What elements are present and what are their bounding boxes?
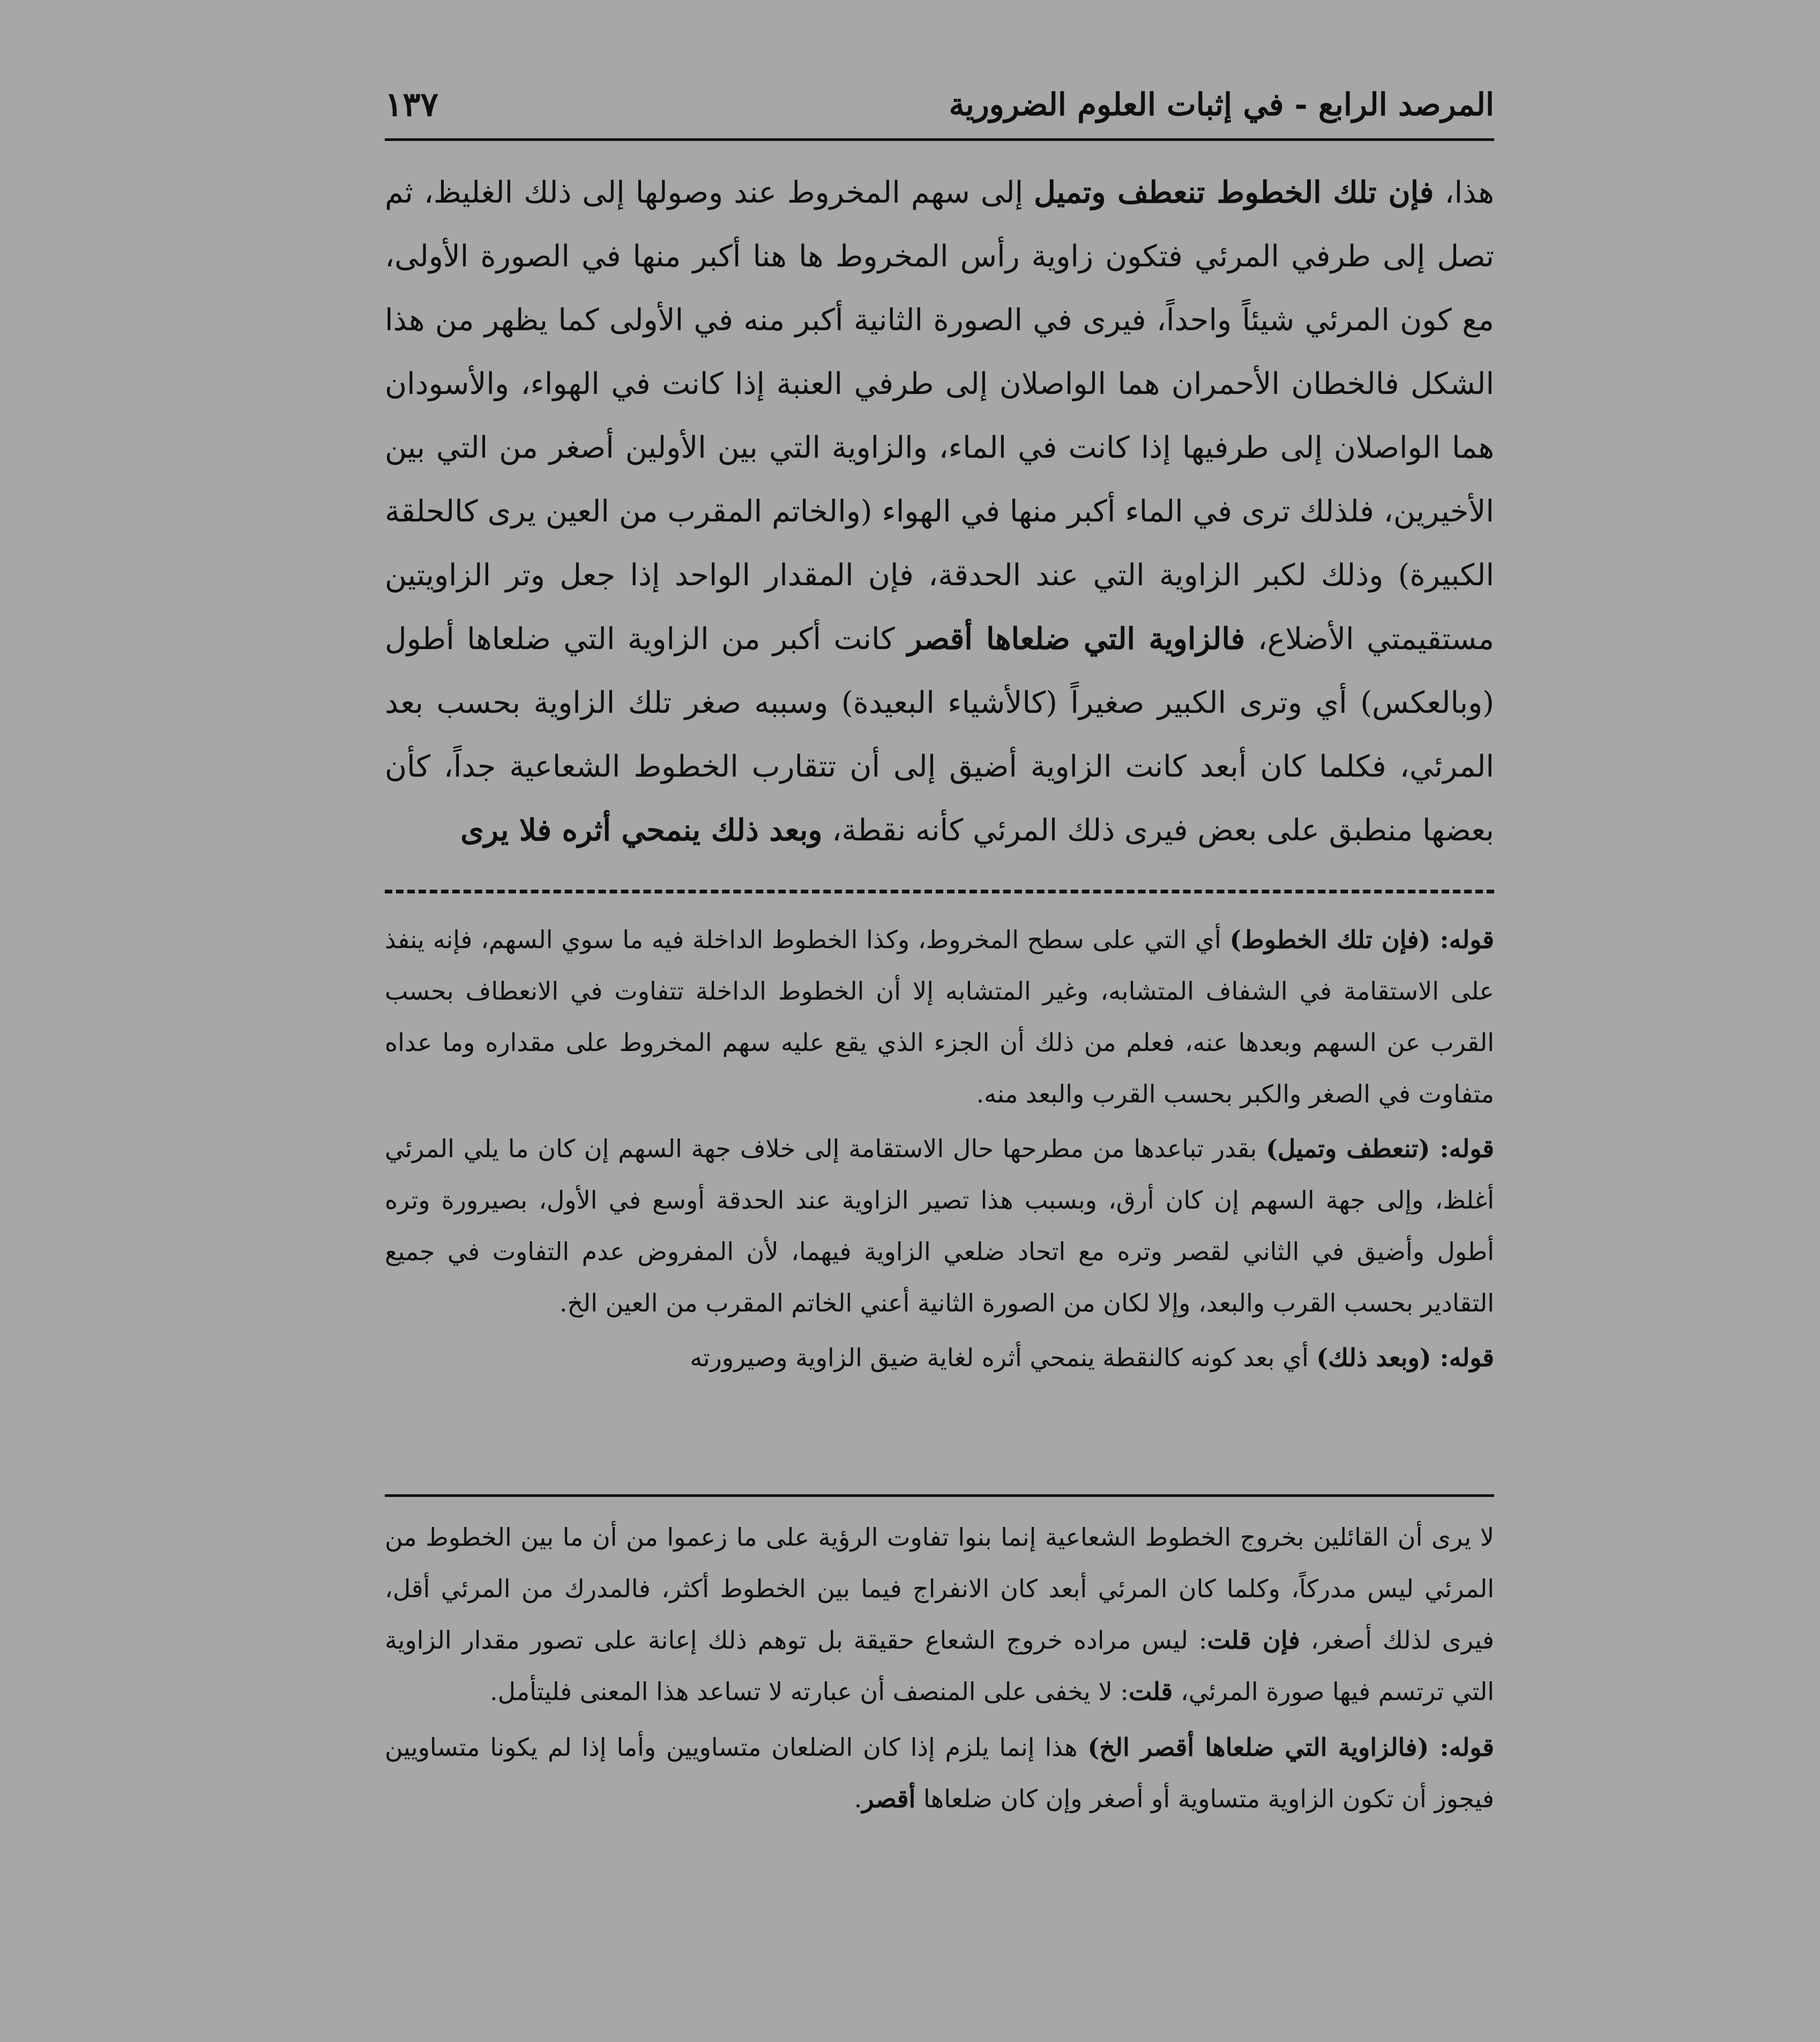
commentary-section xyxy=(385,914,1494,1387)
main-text-segment: كانت أكبر من الزاوية التي ضلعاها أطول (وبالعكس) أي وترى الكبير صغيراً (كالأشياء البعيدة) وسببه صغر تلك الزاوية بحسب بعد المرئي، فكلما كان أبعد كانت الزاوية أضيق إلى أن تتقارب الخطوط الشعاعية جداً، كأن بعضها منطبق على بعض فيرى ذلك المرئي كأنه نقطة، xyxy=(385,622,1494,848)
main-text-segment: إلى سهم المخروط عند وصولها إلى ذلك الغليظ، ثم تصل إلى طرفي المرئي فتكون زاوية رأس المخروط ها هنا أكبر منها في الصورة الأولى، مع كون المرئي شيئاً واحداً، فيرى في الصورة الثانية أكبر منه في الأولى كما يظهر من هذا الشكل فالخطان الأحمران هما الواصلان إلى طرفي العنبة إذا كانت في الهواء، والأسودان هما الواصلان إلى طرفيها إذا كانت في الماء، والزاوية التي بين الأولين أصغر من التي بين الأخيرين، فلذلك ترى في الماء أكبر منها في الهواء (والخاتم المقرب من العين يرى كالحلقة الكبيرة) وذلك لكبر الزاوية التي عند الحدقة، فإن المقدار الواحد إذا جعل وتر الزاويتين مستقيمتي الأضلاع، xyxy=(385,175,1494,657)
footnote-text: : ليس مراده خروج الشعاع حقيقة بل توهم ذلك إعانة على تصور مقدار الزاوية التي ترتسم فيها صورة المرئي، xyxy=(385,1626,1494,1706)
main-text xyxy=(385,161,1494,862)
footnote-text: لا يرى أن القائلين بخروج الخطوط الشعاعية إنما بنوا تفاوت الرؤية على ما زعموا من أن ما بين الخطوط من المرئي ليس مدركاً، وكلما كان المرئي أبعد كان الانفراج فيما بين الخطوط أكثر، فالمدرك من المرئي أقل، فيرى لذلك أصغر، xyxy=(385,1523,1495,1655)
main-text-segment: هذا، xyxy=(1434,175,1495,210)
commentary-lead: قوله: (فإن تلك الخطوط) xyxy=(1229,925,1494,954)
commentary-lead: قوله: (وبعد ذلك) xyxy=(1316,1343,1494,1372)
footnote-bold: قلت xyxy=(1128,1677,1173,1706)
footnote-text: . xyxy=(854,1784,862,1813)
page-header xyxy=(385,80,1494,139)
main-commentary-divider xyxy=(385,890,1494,893)
commentary-lead: قوله: (تنعطف وتميل) xyxy=(1266,1134,1494,1163)
footnote-paragraph xyxy=(385,1511,1494,1717)
footnote-text: : لا يخفى على المنصف أن عبارته لا تساعد هذا المعنى فليتأمل. xyxy=(490,1677,1129,1706)
main-text-bold-segment: وبعد ذلك ينمحي أثره فلا يرى xyxy=(460,813,823,848)
commentary-paragraph xyxy=(385,1332,1494,1383)
header-divider xyxy=(385,138,1494,141)
footnote-divider xyxy=(385,1494,1494,1497)
footnote-paragraph xyxy=(385,1721,1494,1824)
footnote-bold: فإن قلت xyxy=(1207,1626,1300,1655)
commentary-text: أي بعد كونه كالنقطة ينمحي أثره لغاية ضيق الزاوية وصيرورته xyxy=(690,1343,1317,1372)
main-text-bold-segment: فإن تلك الخطوط تنعطف وتميل xyxy=(1034,175,1434,210)
commentary-paragraph xyxy=(385,1123,1494,1329)
page-number: ١٣٧ xyxy=(385,85,438,124)
commentary-paragraph xyxy=(385,914,1494,1120)
footnote-bold: أقصر xyxy=(862,1784,916,1813)
main-text-bold-segment: فالزاوية التي ضلعاها أقصر xyxy=(907,621,1245,657)
chapter-title: المرصد الرابع - في إثبات العلوم الضرورية xyxy=(949,86,1494,123)
commentary-text: بقدر تباعدها من مطرحها حال الاستقامة إلى خلاف جهة السهم إن كان ما يلي المرئي أغلظ، وإلى جهة السهم إن كان أرق، وبسبب هذا تصير الزاوية عند الحدقة أوسع في الأول، بصيرورة وتره أطول وأضيق في الثاني لقصر وتره مع اتحاد ضلعي الزاوية فيهما، لأن المفروض عدم التفاوت في جميع التقادير بحسب القرب والبعد، وإلا لكان من الصورة الثانية أعني الخاتم المقرب من العين الخ. xyxy=(385,1134,1494,1317)
commentary-text: أي التي على سطح المخروط، وكذا الخطوط الداخلة فيه ما سوي السهم، فإنه ينفذ على الاستقامة في الشفاف المتشابه، وغير المتشابه إلا أن الخطوط الداخلة تتفاوت في الانعطاف بحسب القرب عن السهم وبعدها عنه، فعلم من ذلك أن الجزء الذي يقع عليه سهم المخروط على مقداره وما عداه متفاوت في الصغر والكبر بحسب القرب والبعد منه. xyxy=(385,925,1494,1108)
footnote-lead: قوله: (فالزاوية التي ضلعاها أقصر الخ) xyxy=(1087,1733,1494,1762)
footnote-text: هذا إنما يلزم إذا كان الضلعان متساويين وأما إذا لم يكونا متساويين فيجوز أن تكون الزاوية متساوية أو أصغر وإن كان ضلعاها xyxy=(385,1733,1494,1813)
footnote-section xyxy=(385,1511,1494,1829)
